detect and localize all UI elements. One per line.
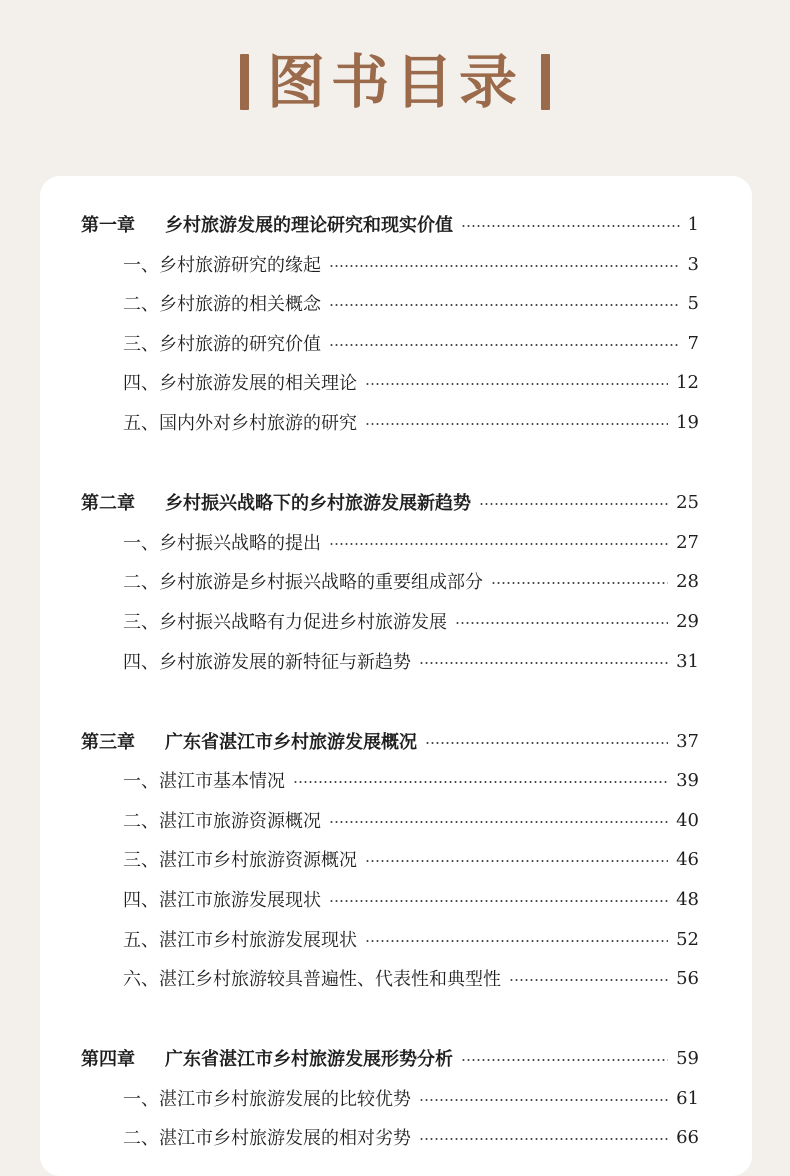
leader-dots (329, 900, 668, 902)
section-row[interactable] (40, 805, 752, 835)
chapter-label (40, 211, 453, 237)
chapter-title: 乡村旅游发展的理论研究和现实价值 (165, 215, 453, 236)
leader-dots (329, 304, 680, 306)
leader-dots (365, 423, 668, 425)
section-label: 四、湛江市旅游发展现状 (123, 890, 321, 911)
section-label: 一、湛江市乡村旅游发展的比较优势 (123, 1089, 411, 1110)
page-number: 46 (676, 848, 699, 870)
page-number: 7 (687, 332, 699, 354)
section-row[interactable] (40, 1083, 752, 1113)
section-label: 二、湛江市旅游资源概况 (123, 811, 321, 832)
page-number: 28 (676, 570, 699, 592)
chapter-title: 乡村振兴战略下的乡村旅游发展新趋势 (165, 493, 471, 514)
page-number: 19 (676, 411, 699, 433)
chapter-title: 广东省湛江市乡村旅游发展形势分析 (165, 1049, 453, 1070)
leader-dots (365, 860, 668, 862)
page-number: 66 (676, 1126, 699, 1148)
leader-dots (509, 979, 668, 981)
section-row[interactable] (40, 566, 752, 596)
section-label: 三、湛江市乡村旅游资源概况 (123, 850, 357, 871)
chapter-label (40, 489, 471, 515)
page-number: 40 (676, 809, 699, 831)
leader-dots (293, 781, 668, 783)
section-row[interactable] (40, 328, 752, 358)
page-number: 61 (676, 1087, 699, 1109)
title-bar-right (541, 54, 550, 110)
page-number: 59 (676, 1047, 699, 1069)
leader-dots (329, 821, 668, 823)
section-label: 二、乡村旅游的相关概念 (123, 294, 321, 315)
chapter-row[interactable] (40, 487, 752, 517)
leader-dots (419, 1138, 668, 1140)
leader-dots (479, 503, 668, 505)
section-row[interactable] (40, 765, 752, 795)
section-row[interactable] (40, 407, 752, 437)
page-number: 56 (676, 967, 699, 989)
chapter-row[interactable] (40, 1043, 752, 1073)
page-number: 3 (687, 253, 699, 275)
section-label: 五、国内外对乡村旅游的研究 (123, 413, 357, 434)
chapter-row[interactable] (40, 209, 752, 239)
section-label: 三、乡村旅游的研究价值 (123, 334, 321, 355)
section-label: 五、湛江市乡村旅游发展现状 (123, 930, 357, 951)
page-number: 37 (676, 730, 699, 752)
section-label: 四、乡村旅游发展的新特征与新趋势 (123, 652, 411, 673)
chapter-number: 第一章 (81, 215, 135, 236)
page-number: 25 (676, 491, 699, 513)
chapter-number: 第三章 (81, 732, 135, 753)
leader-dots (329, 543, 668, 545)
leader-dots (329, 344, 680, 346)
section-label: 一、乡村旅游研究的缘起 (123, 255, 321, 276)
title-bar-left (240, 54, 249, 110)
header (0, 0, 790, 175)
page-number: 39 (676, 769, 699, 791)
leader-dots (425, 742, 668, 744)
chapter-number: 第四章 (81, 1049, 135, 1070)
section-row[interactable] (40, 963, 752, 993)
section-row[interactable] (40, 249, 752, 279)
section-label: 一、湛江市基本情况 (123, 771, 285, 792)
page-title: 图书目录 (266, 47, 523, 116)
chapter-label (40, 1045, 453, 1071)
chapter-row[interactable] (40, 726, 752, 756)
section-row[interactable] (40, 884, 752, 914)
page-number: 12 (676, 371, 699, 393)
toc-card (40, 176, 752, 1176)
section-label: 四、乡村旅游发展的相关理论 (123, 373, 357, 394)
title-wrap (240, 47, 550, 116)
section-row[interactable] (40, 924, 752, 954)
leader-dots (419, 1099, 668, 1101)
page-number: 29 (676, 610, 699, 632)
leader-dots (365, 940, 668, 942)
leader-dots (419, 662, 668, 664)
section-row[interactable] (40, 1122, 752, 1152)
section-label: 三、乡村振兴战略有力促进乡村旅游发展 (123, 612, 447, 633)
page-number: 27 (676, 531, 699, 553)
section-row[interactable] (40, 844, 752, 874)
section-label: 二、湛江市乡村旅游发展的相对劣势 (123, 1128, 411, 1149)
section-label: 六、湛江乡村旅游较具普遍性、代表性和典型性 (123, 969, 501, 990)
page-number: 1 (687, 213, 699, 235)
page-number: 48 (676, 888, 699, 910)
leader-dots (491, 582, 668, 584)
section-row[interactable] (40, 288, 752, 318)
chapter-title: 广东省湛江市乡村旅游发展概况 (165, 732, 417, 753)
leader-dots (461, 225, 680, 227)
section-label: 一、乡村振兴战略的提出 (123, 533, 321, 554)
chapter-number: 第二章 (81, 493, 135, 514)
section-row[interactable] (40, 527, 752, 557)
section-row[interactable] (40, 646, 752, 676)
leader-dots (455, 622, 668, 624)
section-label: 二、乡村旅游是乡村振兴战略的重要组成部分 (123, 572, 483, 593)
leader-dots (365, 383, 668, 385)
leader-dots (329, 265, 680, 267)
leader-dots (461, 1059, 668, 1061)
section-row[interactable] (40, 367, 752, 397)
page-number: 52 (676, 928, 699, 950)
page-number: 31 (676, 650, 699, 672)
chapter-label (40, 728, 417, 754)
page-number: 5 (687, 292, 699, 314)
section-row[interactable] (40, 606, 752, 636)
